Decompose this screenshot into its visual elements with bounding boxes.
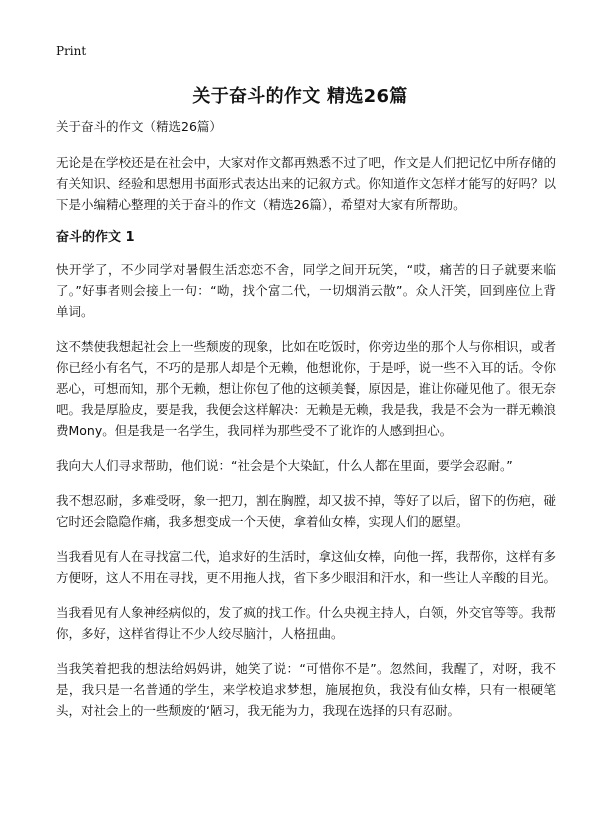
body-paragraph: 我向大人们寻求帮助，他们说：“社会是个大染缸，什么人都在里面，要学会忍耐。” [56, 458, 513, 473]
body-paragraph: 当我看见有人象神经病似的，发了疯的找工作。什么央视主持人，白领，外交官等等。我帮你，多好，这样省得让不少人绞尽脑汁，人格扭曲。 [56, 605, 557, 641]
body-paragraph: 当我笑着把我的想法给妈妈讲，她笑了说：“可惜你不是”。忽然间，我醒了，对呀，我不是，我只是一名普通的学生，来学校追求梦想，施展抱负，我没有仙女棒，只有一根硬笔头，对社会上的一些颓废的‘陋习，我无能为力，我现在选择的只有忍耐。 [56, 661, 556, 718]
body-paragraph: 我不想忍耐，多难受呀，象一把刀，割在胸膛，却又拔不掉，等好了以后，留下的伤疤，碰它时还会隐隐作痛，我多想变成一个天使，拿着仙女棒，实现人们的愿望。 [56, 493, 557, 529]
intro-paragraph: 无论是在学校还是在社会中，大家对作文都再熟悉不过了吧，作文是人们把记忆中所存储的有关知识、经验和思想用书面形式表达出来的记叙方式。你知道作文怎样才能写的好吗？以下是小编精心整理的关于奋斗的作文（精选26篇），希望对大家有所帮助。 [56, 155, 557, 212]
section-heading: 奋斗的作文 1 [56, 230, 135, 245]
body-paragraph: 这不禁使我想起社会上一些颓废的现象，比如在吃饭时，你旁边坐的那个人与你相识，或者你已经小有名气，不巧的是那人却是个无赖，他想讹你，于是呼，说一些不入耳的话。令你恶心，可想而知，那个无赖，想让你包了他的这顿美餐，原因是，谁让你碰见他了。很无奈吧。我是厚脸皮，要是我，我便会这样解决：无赖是无赖，我是我，我是不会为一群无赖浪费Mony。但是我是一名学生，我同样为那些受不了讹诈的人感到担心。 [56, 339, 557, 438]
print-link[interactable]: Print [56, 44, 87, 58]
page-title: 关于奋斗的作文 精选26篇 [192, 86, 408, 107]
article-body [56, 118, 556, 735]
body-paragraph: 快开学了，不少同学对暑假生活恋恋不舍，同学之间开玩笑，“哎，痛苦的日子就要来临了。”好事者则会接上一句：“呦，找个富二代，一切烟消云散”。众人汗笑，回到座位上背单词。 [56, 262, 556, 319]
body-paragraph: 当我看见有人在寻找富二代，追求好的生活时，拿这仙女棒，向他一挥，我帮你，这样有多方便呀，这人不用在寻找，更不用拖人找，省下多少眼泪和汗水，和一些让人辛酸的目光。 [56, 549, 557, 585]
article-subtitle: 关于奋斗的作文（精选26篇） [56, 119, 222, 134]
